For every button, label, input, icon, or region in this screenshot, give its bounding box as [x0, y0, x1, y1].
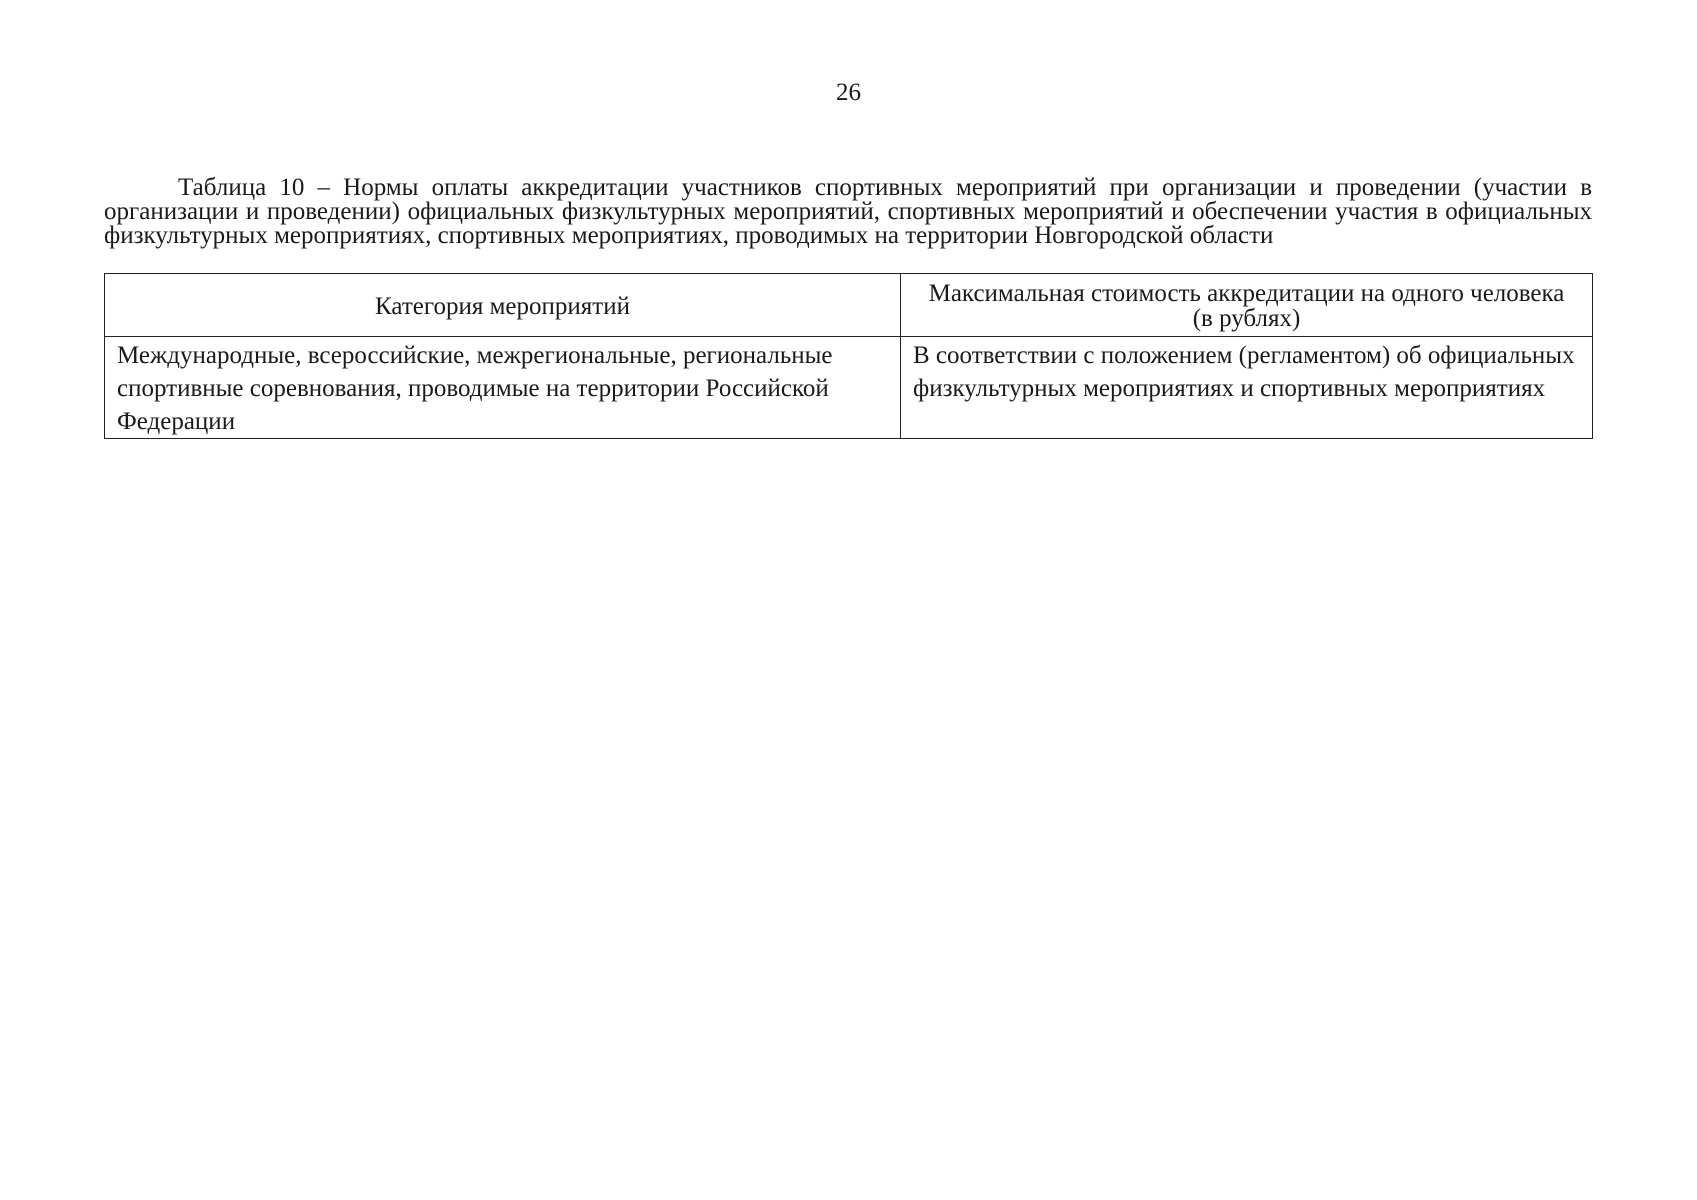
table-header-row — [105, 274, 1593, 337]
cell-max-cost: В соответствии с положением (регламентом) об официальных физкультурных мероприятиях и спортивных мероприятиях — [901, 337, 1593, 439]
table-row — [105, 337, 1593, 439]
cell-event-category: Международные, всероссийские, межрегиональные, региональные спортивные соревнования, проводимые на территории Российской Федерации — [105, 337, 901, 439]
table-caption: Таблица 10 – Нормы оплаты аккредитации участников спортивных мероприятий при организации и проведении (участии в организации и проведении) официальных физкультурных мероприятий, спортивных мероприятий и обеспечении участия в официальных физкультурных мероприятиях, спортивных мероприятиях, проводимых на территории Новгородской области — [104, 174, 1592, 249]
accreditation-norms-table — [104, 273, 1593, 439]
page-number: 26 — [836, 79, 861, 106]
header-event-category: Категория мероприятий — [105, 274, 901, 337]
header-max-cost: Максимальная стоимость аккредитации на одного человека (в рублях) — [901, 274, 1593, 337]
